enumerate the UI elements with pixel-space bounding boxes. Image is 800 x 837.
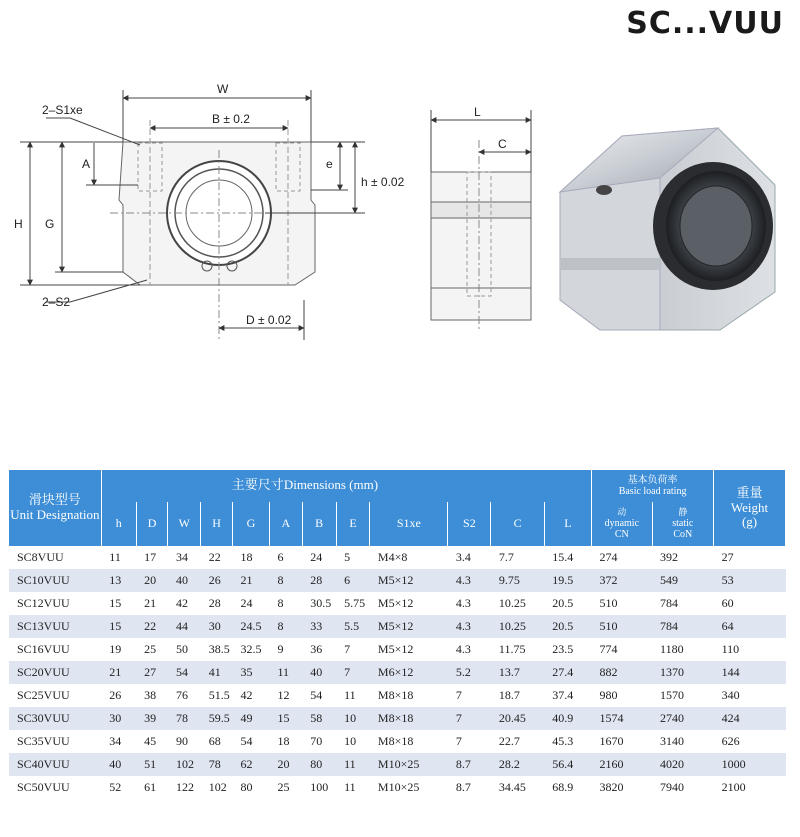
- table-cell: 50: [168, 638, 201, 661]
- table-cell: 34.45: [491, 776, 544, 799]
- table-cell: 28: [302, 569, 336, 592]
- col-header: D: [136, 502, 168, 546]
- table-cell: 49: [233, 707, 270, 730]
- col-header: G: [233, 502, 270, 546]
- table-cell: 7940: [652, 776, 714, 799]
- model-cell: SC20VUU: [9, 661, 101, 684]
- table-cell: 1180: [652, 638, 714, 661]
- table-cell: 8: [269, 592, 302, 615]
- table-cell: 5.2: [448, 661, 491, 684]
- table-cell: M5×12: [370, 592, 448, 615]
- table-row: [9, 730, 786, 753]
- table-cell: M5×12: [370, 638, 448, 661]
- table-header: [9, 470, 786, 546]
- table-cell: 3140: [652, 730, 714, 753]
- table-cell: 110: [714, 638, 786, 661]
- table-cell: 11: [336, 776, 370, 799]
- table-cell: 45: [136, 730, 168, 753]
- table-cell: 8.7: [448, 776, 491, 799]
- table-cell: 22: [201, 546, 233, 569]
- header-model: 滑块型号 Unit Designation: [9, 470, 101, 546]
- table-cell: 626: [714, 730, 786, 753]
- table-cell: 90: [168, 730, 201, 753]
- table-cell: M10×25: [370, 753, 448, 776]
- table-cell: 20.45: [491, 707, 544, 730]
- table-cell: 3820: [592, 776, 653, 799]
- model-cell: SC35VUU: [9, 730, 101, 753]
- table-cell: 28: [201, 592, 233, 615]
- table-cell: 23.5: [544, 638, 591, 661]
- table-cell: 70: [302, 730, 336, 753]
- table-cell: 10.25: [491, 615, 544, 638]
- table-cell: 24: [302, 546, 336, 569]
- model-cell: SC30VUU: [9, 707, 101, 730]
- table-cell: 4.3: [448, 592, 491, 615]
- table-cell: 4.3: [448, 638, 491, 661]
- table-cell: 38: [136, 684, 168, 707]
- table-cell: 22.7: [491, 730, 544, 753]
- table-cell: 28.2: [491, 753, 544, 776]
- table-cell: 51: [136, 753, 168, 776]
- model-cell: SC10VUU: [9, 569, 101, 592]
- table-body: [9, 546, 786, 799]
- table-cell: 27: [714, 546, 786, 569]
- col-header: W: [168, 502, 201, 546]
- table-cell: 1570: [652, 684, 714, 707]
- table-cell: 38.5: [201, 638, 233, 661]
- col-header: A: [269, 502, 302, 546]
- table-cell: 80: [233, 776, 270, 799]
- table-cell: 13.7: [491, 661, 544, 684]
- header-dimensions: 主要尺寸Dimensions (mm): [101, 470, 591, 502]
- table-cell: 1000: [714, 753, 786, 776]
- table-cell: 68: [201, 730, 233, 753]
- table-cell: 30: [101, 707, 136, 730]
- table-cell: 20: [136, 569, 168, 592]
- table-cell: 15.4: [544, 546, 591, 569]
- table-cell: 76: [168, 684, 201, 707]
- col-header: B: [302, 502, 336, 546]
- side-dimensions: [431, 110, 531, 172]
- table-cell: 18: [269, 730, 302, 753]
- model-cell: SC13VUU: [9, 615, 101, 638]
- product-image: [560, 128, 775, 330]
- table-cell: 58: [302, 707, 336, 730]
- table-cell: 8: [269, 615, 302, 638]
- table-cell: 24: [233, 592, 270, 615]
- table-row: [9, 661, 786, 684]
- table-cell: 7.7: [491, 546, 544, 569]
- table-cell: 6: [336, 569, 370, 592]
- table-cell: 510: [592, 615, 653, 638]
- page-title: SC...VUU: [626, 6, 784, 41]
- table-cell: 27: [136, 661, 168, 684]
- specification-table: [9, 470, 786, 799]
- table-cell: 18.7: [491, 684, 544, 707]
- table-cell: 372: [592, 569, 653, 592]
- table-cell: 549: [652, 569, 714, 592]
- table-row: [9, 684, 786, 707]
- table-cell: 42: [168, 592, 201, 615]
- table-cell: 36: [302, 638, 336, 661]
- table-cell: 2160: [592, 753, 653, 776]
- header-static: 静 static CoN: [652, 502, 714, 546]
- table-cell: 7: [448, 730, 491, 753]
- label-a: A: [82, 157, 91, 171]
- table-cell: M8×18: [370, 707, 448, 730]
- table-cell: 392: [652, 546, 714, 569]
- table-cell: 10.25: [491, 592, 544, 615]
- table-cell: 54: [233, 730, 270, 753]
- col-header: S2: [448, 502, 491, 546]
- table-cell: 17: [136, 546, 168, 569]
- table-cell: 774: [592, 638, 653, 661]
- table-cell: 35: [233, 661, 270, 684]
- label-c: C: [498, 137, 507, 151]
- table-row: [9, 569, 786, 592]
- table-cell: 61: [136, 776, 168, 799]
- table-cell: 7: [336, 638, 370, 661]
- table-cell: 37.4: [544, 684, 591, 707]
- label-d: D ± 0.02: [246, 313, 292, 327]
- table-cell: 15: [269, 707, 302, 730]
- front-view: [110, 120, 330, 340]
- table-cell: 56.4: [544, 753, 591, 776]
- table-cell: 78: [168, 707, 201, 730]
- table-cell: 5.75: [336, 592, 370, 615]
- header-weight: 重量 Weight (g): [714, 470, 786, 546]
- header-dynamic: 动 dynamic CN: [592, 502, 653, 546]
- table-cell: 42: [233, 684, 270, 707]
- table-cell: M4×8: [370, 546, 448, 569]
- table-cell: 68.9: [544, 776, 591, 799]
- table-cell: 40: [302, 661, 336, 684]
- table-cell: 4020: [652, 753, 714, 776]
- table-cell: 54: [302, 684, 336, 707]
- table-cell: M5×12: [370, 569, 448, 592]
- table-cell: 21: [233, 569, 270, 592]
- table-cell: 5.5: [336, 615, 370, 638]
- table-cell: 784: [652, 592, 714, 615]
- table-cell: M6×12: [370, 661, 448, 684]
- table-cell: 15: [101, 592, 136, 615]
- table-cell: 21: [101, 661, 136, 684]
- model-cell: SC12VUU: [9, 592, 101, 615]
- table-cell: 26: [201, 569, 233, 592]
- table-cell: 4.3: [448, 615, 491, 638]
- table-cell: 19: [101, 638, 136, 661]
- table-cell: 100: [302, 776, 336, 799]
- table-cell: M8×18: [370, 730, 448, 753]
- table-cell: 32.5: [233, 638, 270, 661]
- table-cell: 34: [168, 546, 201, 569]
- table-cell: 11: [101, 546, 136, 569]
- table-cell: 7: [448, 707, 491, 730]
- table-cell: 45.3: [544, 730, 591, 753]
- table-cell: 39: [136, 707, 168, 730]
- table-row: [9, 615, 786, 638]
- table-cell: 6: [269, 546, 302, 569]
- table-row: [9, 753, 786, 776]
- technical-drawing: [0, 0, 800, 400]
- model-cell: SC50VUU: [9, 776, 101, 799]
- table-cell: 510: [592, 592, 653, 615]
- table-cell: 54: [168, 661, 201, 684]
- table-cell: 64: [714, 615, 786, 638]
- col-header: h: [101, 502, 136, 546]
- table-cell: 41: [201, 661, 233, 684]
- table-cell: 424: [714, 707, 786, 730]
- table-cell: 274: [592, 546, 653, 569]
- label-w: W: [217, 82, 229, 96]
- table-cell: 15: [101, 615, 136, 638]
- table-cell: 40.9: [544, 707, 591, 730]
- table-row: [9, 707, 786, 730]
- table-cell: 30: [201, 615, 233, 638]
- table-row: [9, 592, 786, 615]
- table-cell: 40: [101, 753, 136, 776]
- table-cell: 44: [168, 615, 201, 638]
- table-cell: 4.3: [448, 569, 491, 592]
- table-cell: 25: [269, 776, 302, 799]
- table-cell: 1670: [592, 730, 653, 753]
- table-cell: 53: [714, 569, 786, 592]
- label-e: e: [326, 157, 333, 171]
- table-cell: 11: [336, 753, 370, 776]
- label-g: G: [45, 217, 55, 231]
- table-cell: 26: [101, 684, 136, 707]
- table-cell: 102: [168, 753, 201, 776]
- table-cell: 80: [302, 753, 336, 776]
- table-cell: 52: [101, 776, 136, 799]
- table-cell: 2100: [714, 776, 786, 799]
- table-cell: 11: [269, 661, 302, 684]
- table-cell: 20: [269, 753, 302, 776]
- label-l: L: [474, 105, 481, 119]
- table-cell: 1574: [592, 707, 653, 730]
- table-row: [9, 546, 786, 569]
- table-cell: 10: [336, 730, 370, 753]
- table-cell: 11.75: [491, 638, 544, 661]
- label-s2: 2–S2: [42, 295, 71, 309]
- table-cell: 30.5: [302, 592, 336, 615]
- model-cell: SC8VUU: [9, 546, 101, 569]
- table-row: [9, 776, 786, 799]
- col-header: E: [336, 502, 370, 546]
- table-cell: 9: [269, 638, 302, 661]
- table-cell: 40: [168, 569, 201, 592]
- table-row: [9, 638, 786, 661]
- table-cell: 34: [101, 730, 136, 753]
- table-cell: 1370: [652, 661, 714, 684]
- table-cell: 62: [233, 753, 270, 776]
- table-cell: M5×12: [370, 615, 448, 638]
- table-cell: 784: [652, 615, 714, 638]
- table-cell: 51.5: [201, 684, 233, 707]
- table-cell: 24.5: [233, 615, 270, 638]
- table-cell: 78: [201, 753, 233, 776]
- table-cell: 60: [714, 592, 786, 615]
- table-cell: 19.5: [544, 569, 591, 592]
- table-cell: 2740: [652, 707, 714, 730]
- col-header: H: [201, 502, 233, 546]
- table-cell: 33: [302, 615, 336, 638]
- label-b: B ± 0.2: [212, 112, 250, 126]
- table-cell: M8×18: [370, 684, 448, 707]
- table-cell: M10×25: [370, 776, 448, 799]
- side-view: [431, 140, 531, 330]
- col-header: L: [544, 502, 591, 546]
- table-cell: 9.75: [491, 569, 544, 592]
- table-cell: 11: [336, 684, 370, 707]
- table-cell: 25: [136, 638, 168, 661]
- table-cell: 882: [592, 661, 653, 684]
- header-load-rating: 基本负荷率 Basic load rating: [592, 470, 714, 502]
- table-cell: 12: [269, 684, 302, 707]
- model-cell: SC16VUU: [9, 638, 101, 661]
- table-cell: 8.7: [448, 753, 491, 776]
- table-cell: 7: [448, 684, 491, 707]
- table-cell: 3.4: [448, 546, 491, 569]
- table-cell: 144: [714, 661, 786, 684]
- table-cell: 21: [136, 592, 168, 615]
- col-header: S1xe: [370, 502, 448, 546]
- model-cell: SC40VUU: [9, 753, 101, 776]
- table-cell: 102: [201, 776, 233, 799]
- table-cell: 27.4: [544, 661, 591, 684]
- label-h: H: [14, 217, 23, 231]
- table-cell: 59.5: [201, 707, 233, 730]
- table-cell: 5: [336, 546, 370, 569]
- table-cell: 7: [336, 661, 370, 684]
- table-cell: 20.5: [544, 615, 591, 638]
- table-cell: 10: [336, 707, 370, 730]
- table-cell: 20.5: [544, 592, 591, 615]
- model-cell: SC25VUU: [9, 684, 101, 707]
- table-cell: 122: [168, 776, 201, 799]
- table-cell: 8: [269, 569, 302, 592]
- table-cell: 18: [233, 546, 270, 569]
- label-h-small: h ± 0.02: [361, 175, 405, 189]
- table-cell: 340: [714, 684, 786, 707]
- table-cell: 13: [101, 569, 136, 592]
- table-cell: 22: [136, 615, 168, 638]
- col-header: C: [491, 502, 544, 546]
- label-s1: 2–S1xe: [42, 103, 83, 117]
- table-cell: 980: [592, 684, 653, 707]
